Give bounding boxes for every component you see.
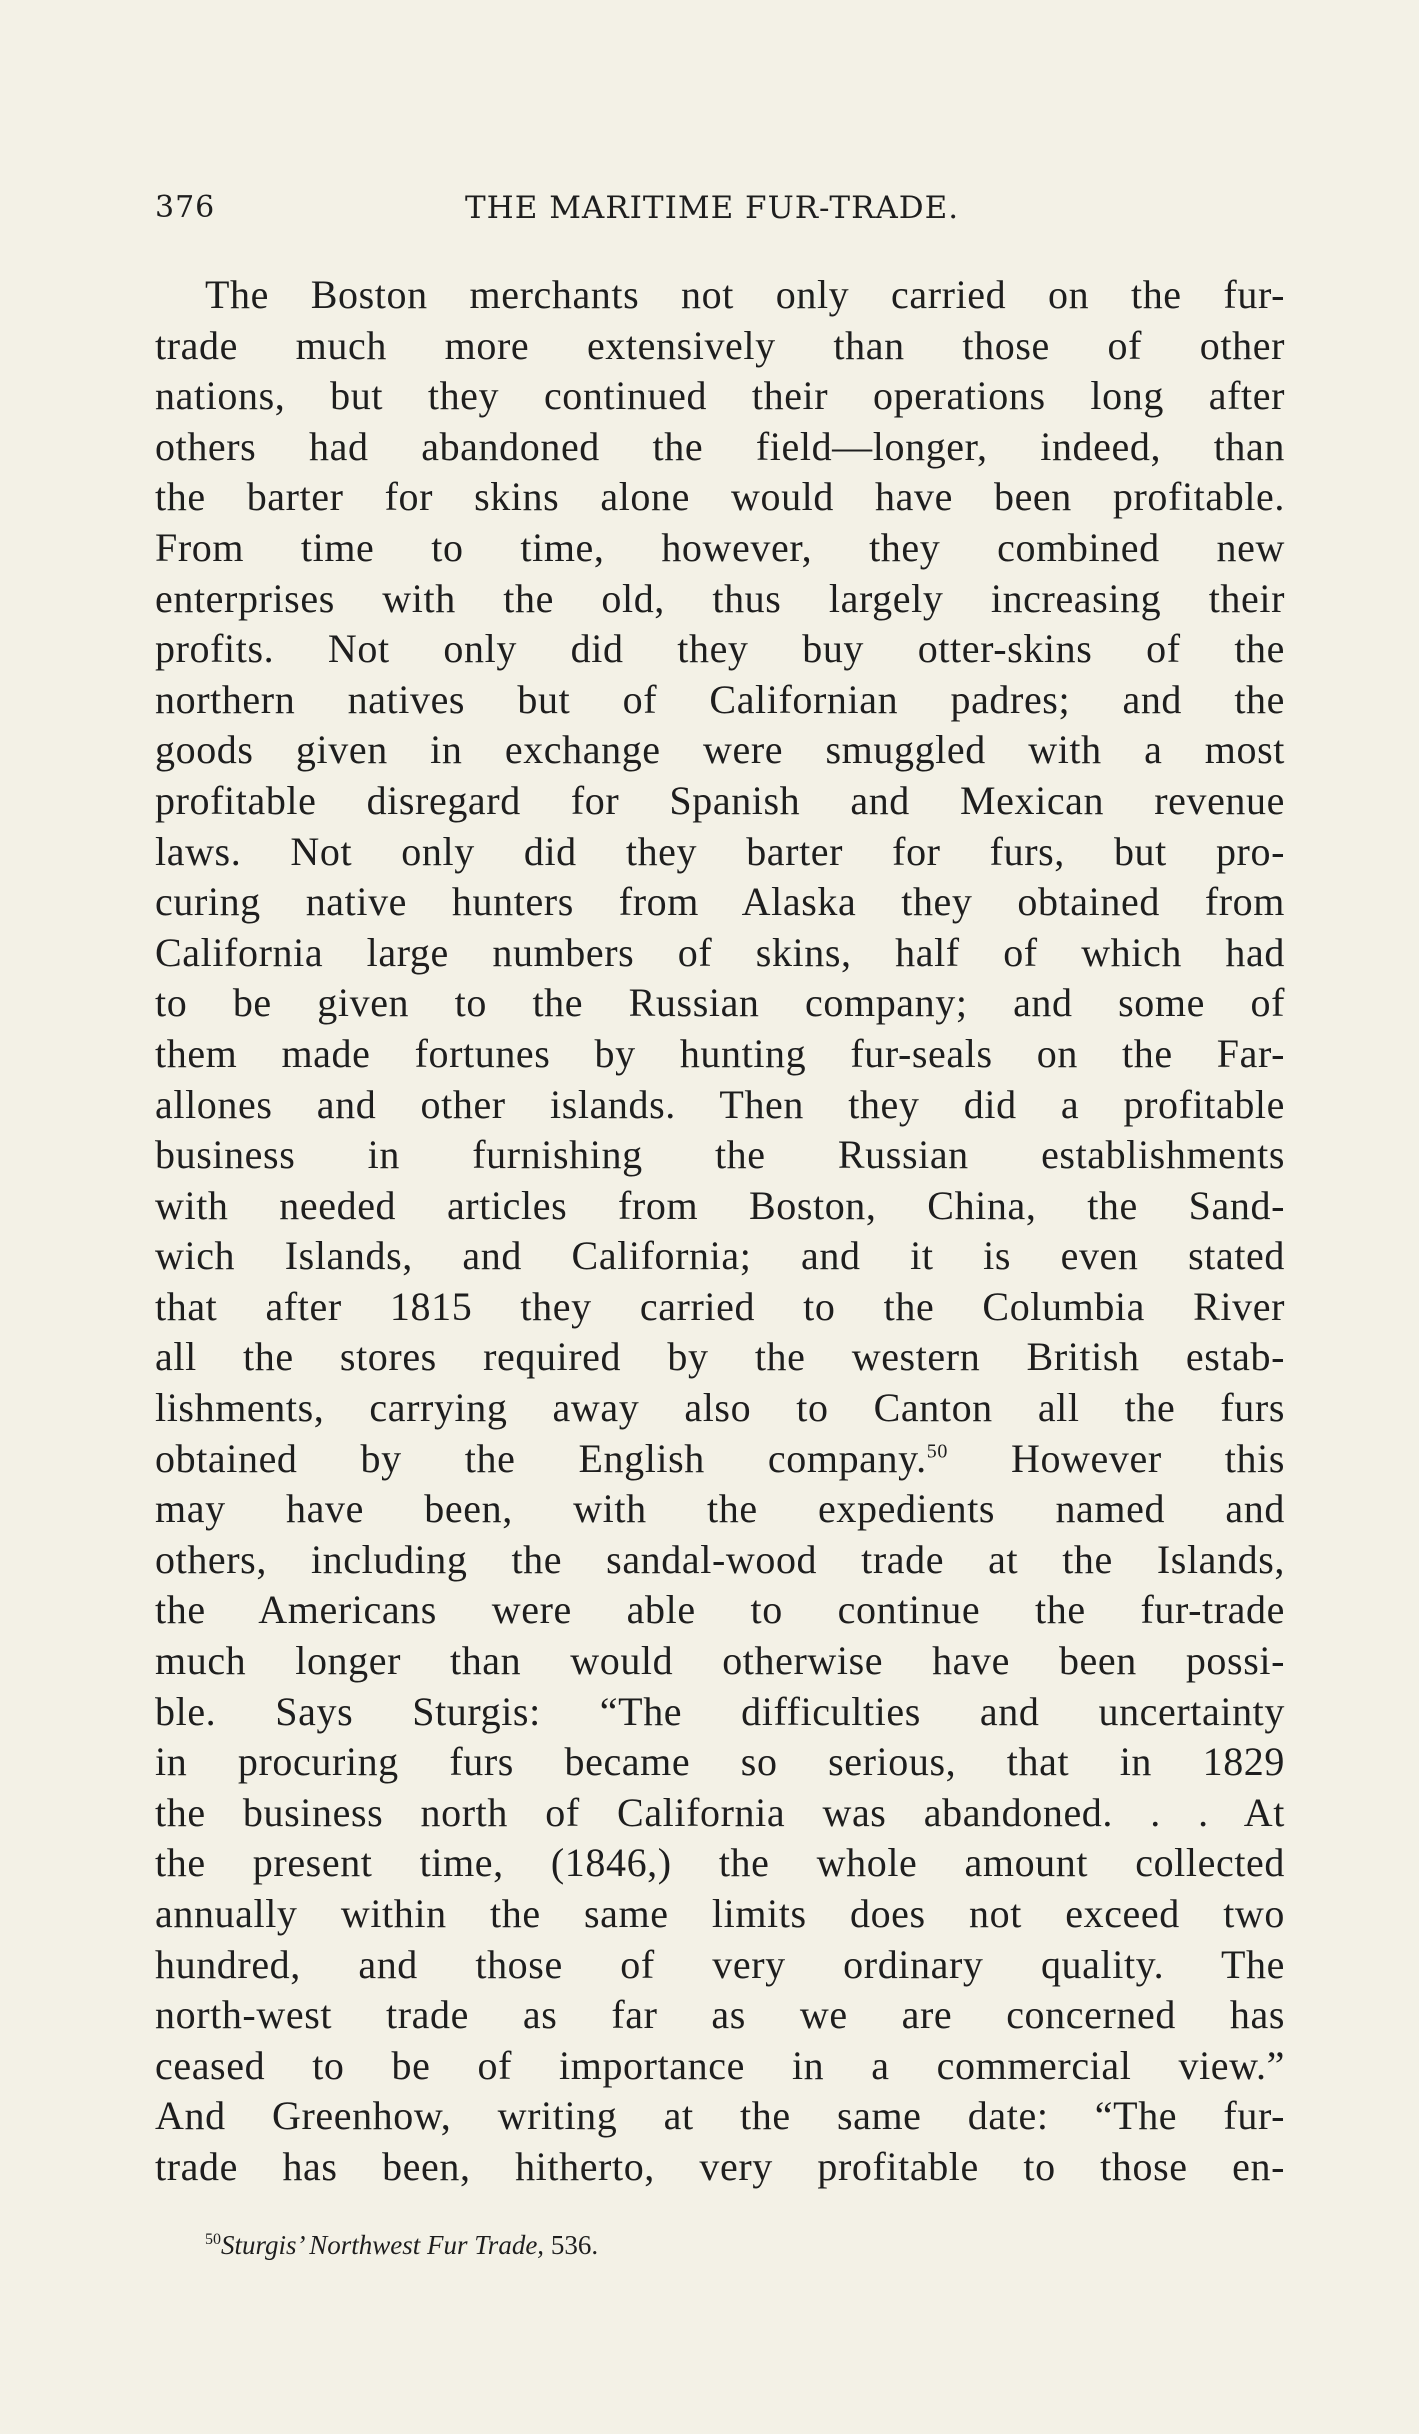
text-line: The Boston merchants not only carried on the fur-: [205, 272, 1285, 317]
text-line: laws. Not only did they barter for furs, but pro-: [155, 828, 1285, 874]
text-line: goods given in exchange were smuggled with a most: [155, 727, 1285, 773]
text-line: allones and other islands. Then they did a profitable: [155, 1081, 1285, 1127]
footnote-reference[interactable]: 50: [926, 1440, 948, 1463]
text-line: profitable disregard for Spanish and Mexican revenue: [155, 777, 1285, 823]
text-line: northern natives but of Californian padres; and the: [155, 676, 1285, 722]
text-line: the Americans were able to continue the fur-trade: [155, 1587, 1285, 1633]
text-line: in procuring furs became so serious, that in 1829: [155, 1739, 1285, 1785]
footnote: [205, 2230, 598, 2261]
text-line: others, including the sandal-wood trade at the Islands,: [155, 1536, 1285, 1582]
text-line: with needed articles from Boston, China, the Sand-: [155, 1182, 1285, 1228]
text-line: much longer than would otherwise have been possi-: [155, 1638, 1285, 1684]
text-line: ceased to be of importance in a commercial view.”: [155, 2042, 1285, 2088]
text-line: lishments, carrying away also to Canton all the furs: [155, 1385, 1285, 1431]
footnote-page: 536.: [544, 2230, 599, 2260]
text-line: hundred, and those of very ordinary quality. The: [155, 1941, 1285, 1987]
text-line: all the stores required by the western British estab-: [155, 1334, 1285, 1380]
text-line: trade has been, hitherto, very profitable to those en-: [155, 2143, 1285, 2189]
text-line: them made fortunes by hunting fur-seals on the Far-: [155, 1030, 1285, 1076]
text-line: the present time, (1846,) the whole amount collected: [155, 1840, 1285, 1886]
text-line: wich Islands, and California; and it is even stated: [155, 1233, 1285, 1279]
line-text: obtained by the English company.: [155, 1435, 927, 1481]
text-line: California large numbers of skins, half of which had: [155, 929, 1285, 975]
running-head: [155, 190, 1270, 230]
text-line: business in furnishing the Russian establishments: [155, 1132, 1285, 1178]
text-line: annually within the same limits does not exceed two: [155, 1891, 1285, 1936]
line-text: However this: [947, 1435, 1285, 1481]
text-line: to be given to the Russian company; and some of: [155, 980, 1285, 1026]
text-line: nations, but they continued their operations long after: [155, 373, 1285, 419]
body-paragraph: [155, 270, 1285, 2193]
running-title: THE MARITIME FUR-TRADE.: [465, 190, 960, 226]
text-line: may have been, with the expedients named and: [155, 1486, 1285, 1532]
text-line: profits. Not only did they buy otter-skins of the: [155, 626, 1285, 672]
text-line: From time to time, however, they combined new: [155, 524, 1285, 570]
text-line: ble. Says Sturgis: “The difficulties and uncertainty: [155, 1688, 1285, 1734]
footnote-number: 50: [205, 2231, 221, 2248]
text-line: others had abandoned the field—longer, indeed, than: [155, 423, 1285, 469]
text-line: trade much more extensively than those of other: [155, 322, 1285, 368]
text-line-with-footnote-ref: [155, 1434, 1285, 1485]
text-line: the business north of California was abandoned. . . At: [155, 1789, 1285, 1835]
text-line: that after 1815 they carried to the Columbia River: [155, 1283, 1285, 1329]
footnote-source-title: Sturgis’ Northwest Fur Trade,: [221, 2230, 545, 2260]
page-number: 376: [155, 190, 216, 225]
text-line: the barter for skins alone would have been profitable.: [155, 474, 1285, 520]
text-line: north-west trade as far as we are concerned has: [155, 1992, 1285, 2038]
text-line: curing native hunters from Alaska they obtained from: [155, 879, 1285, 925]
text-line: And Greenhow, writing at the same date: “The fur-: [155, 2093, 1285, 2139]
text-line: enterprises with the old, thus largely increasing their: [155, 575, 1285, 621]
